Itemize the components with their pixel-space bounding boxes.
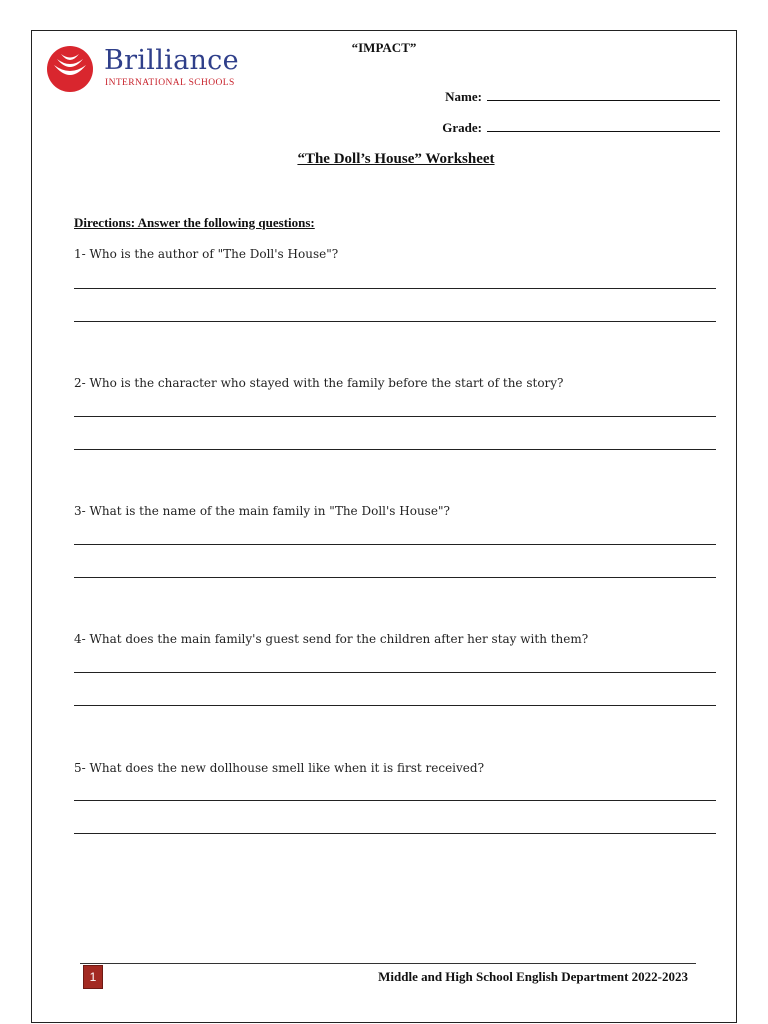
answer-line[interactable] (74, 705, 716, 706)
answer-line[interactable] (74, 544, 716, 545)
page-number-badge: 1 (83, 965, 103, 989)
answer-line[interactable] (74, 833, 716, 834)
directions: Directions: Answer the following questions: (74, 215, 315, 230)
page-border (31, 30, 737, 1023)
question-1: 1- Who is the author of "The Doll's House"? (74, 247, 339, 261)
name-input-line[interactable] (487, 88, 720, 101)
answer-line[interactable] (74, 449, 716, 450)
answer-line[interactable] (74, 800, 716, 801)
grade-label: Grade: (442, 120, 482, 135)
footer-department: Middle and High School English Department 2022-2023 (378, 969, 688, 984)
name-label: Name: (445, 89, 482, 104)
answer-line[interactable] (74, 321, 716, 322)
answer-line[interactable] (74, 288, 716, 289)
grade-field (442, 119, 720, 136)
answer-line[interactable] (74, 672, 716, 673)
answer-line[interactable] (74, 577, 716, 578)
question-4: 4- What does the main family's guest send for the children after her stay with them? (74, 632, 589, 646)
question-2: 2- Who is the character who stayed with the family before the start of the story? (74, 376, 564, 390)
footer-divider (80, 963, 696, 964)
header-tag: “IMPACT” (351, 40, 417, 55)
logo-subtitle: INTERNATIONAL SCHOOLS (105, 78, 235, 88)
question-5: 5- What does the new dollhouse smell like when it is first received? (74, 761, 485, 775)
grade-input-line[interactable] (487, 119, 720, 132)
answer-line[interactable] (74, 416, 716, 417)
name-field (445, 88, 720, 105)
question-3: 3- What is the name of the main family in "The Doll's House"? (74, 504, 450, 518)
logo-name: Brilliance (104, 45, 239, 76)
worksheet-title: “The Doll’s House” Worksheet (297, 151, 495, 167)
